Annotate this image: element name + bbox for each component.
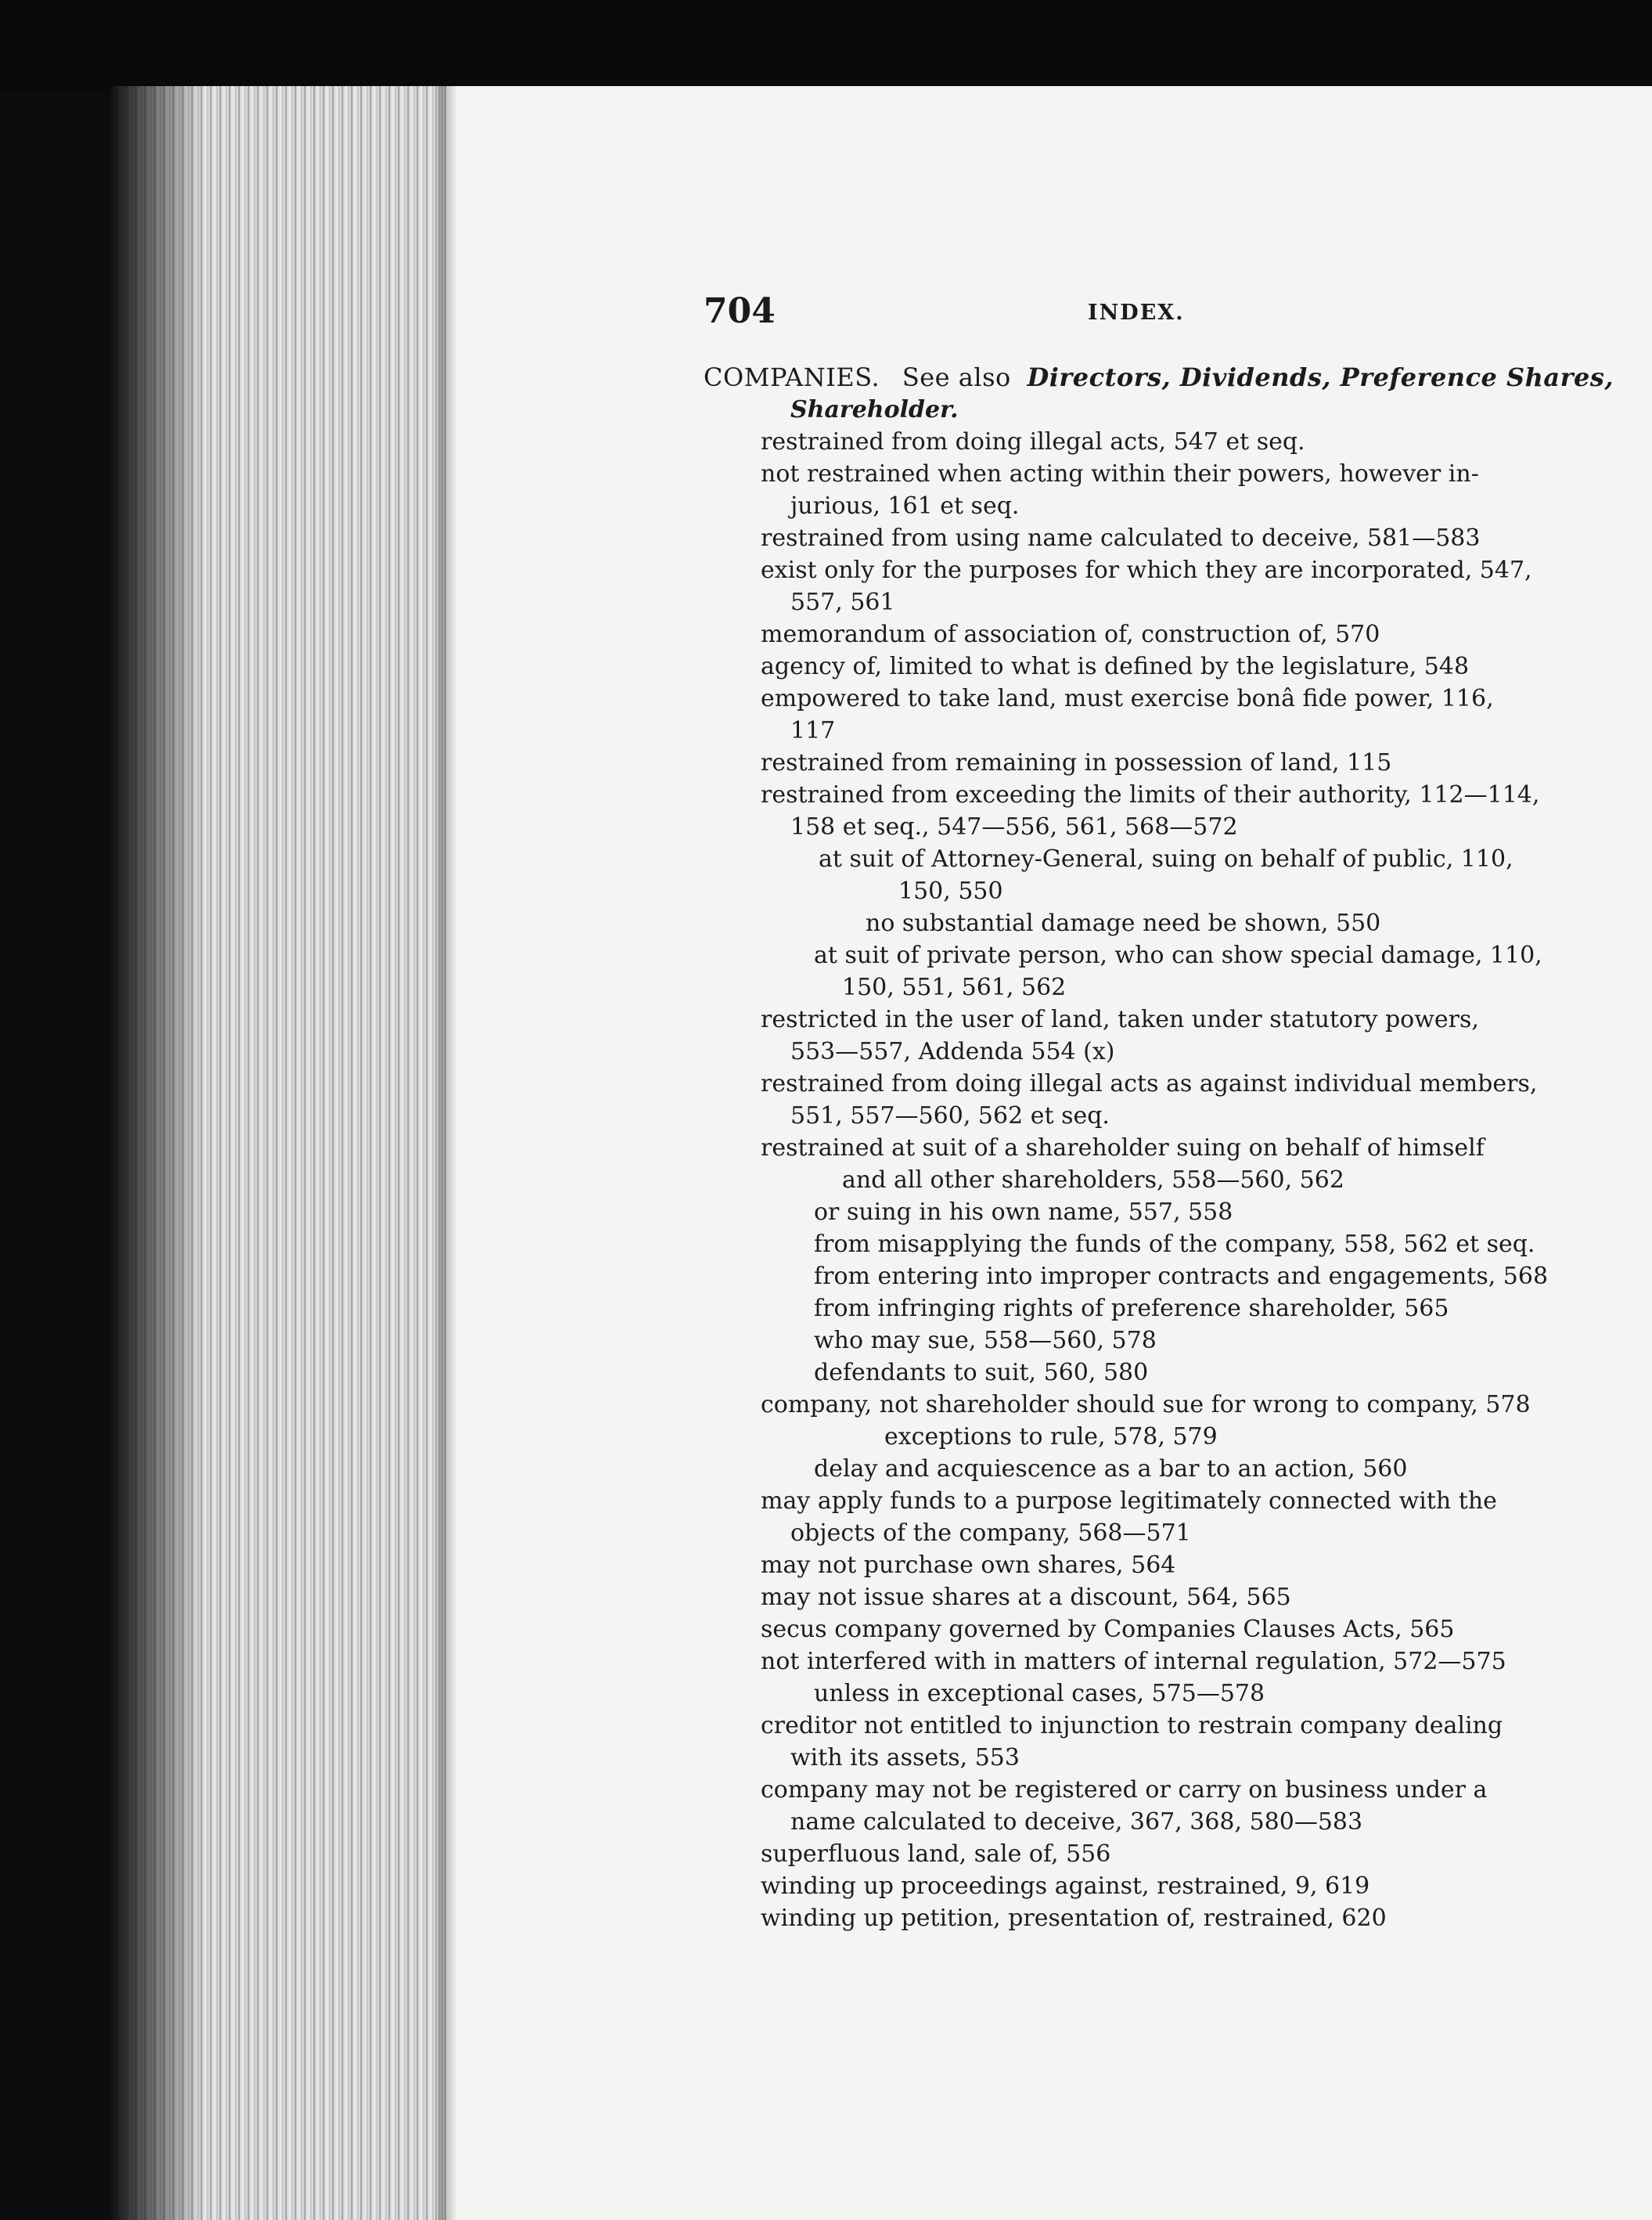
- index-line: 150, 551, 561, 562: [842, 974, 1067, 1001]
- index-line: 150, 550: [898, 878, 1003, 905]
- index-line: not restrained when acting within their powers, however in-: [761, 460, 1479, 488]
- index-line: exceptions to rule, 578, 579: [884, 1423, 1218, 1451]
- index-line: empowered to take land, must exercise bonâ fide power, 116,: [761, 685, 1494, 712]
- index-line: from misapplying the funds of the company, 558, 562 et seq.: [814, 1231, 1535, 1258]
- index-line: defendants to suit, 560, 580: [814, 1359, 1149, 1386]
- index-line: 551, 557—560, 562 et seq.: [790, 1102, 1110, 1130]
- index-line: restrained from doing illegal acts, 547 et seq.: [761, 428, 1305, 456]
- index-line: who may sue, 558—560, 578: [814, 1327, 1157, 1354]
- index-line: at suit of private person, who can show special damage, 110,: [814, 942, 1542, 969]
- see-also-prefix: See also: [902, 362, 1011, 392]
- index-line: may not issue shares at a discount, 564, 565: [761, 1584, 1291, 1611]
- index-line: 158 et seq., 547—556, 561, 568—572: [790, 813, 1238, 841]
- index-line: at suit of Attorney-General, suing on behalf of public, 110,: [819, 845, 1513, 873]
- index-line: secus company governed by Companies Clauses Acts, 565: [761, 1616, 1455, 1643]
- index-line: and all other shareholders, 558—560, 562: [842, 1166, 1344, 1194]
- index-line: superfluous land, sale of, 556: [761, 1840, 1111, 1868]
- entry-heading: COMPANIES.: [704, 362, 880, 392]
- index-line: may apply funds to a purpose legitimately connected with the: [761, 1487, 1497, 1515]
- index-line: not interfered with in matters of internal regulation, 572—575: [761, 1648, 1506, 1675]
- index-line: winding up petition, presentation of, restrained, 620: [761, 1905, 1387, 1932]
- index-line: may not purchase own shares, 564: [761, 1551, 1176, 1579]
- index-line: restrained from exceeding the limits of their authority, 112—114,: [761, 781, 1540, 809]
- see-also-refs: Directors, Dividends, Preference Shares,: [1027, 362, 1614, 392]
- index-line: restrained from doing illegal acts as against individual members,: [761, 1070, 1538, 1097]
- entry-heading-line: [704, 362, 1614, 394]
- page-header: [0, 291, 1652, 338]
- index-line: restrained from remaining in possession of land, 115: [761, 749, 1392, 777]
- index-line: no substantial damage need be shown, 550: [866, 910, 1381, 937]
- page-number: 704: [704, 291, 776, 331]
- index-line: restrained at suit of a shareholder suing on behalf of himself: [761, 1134, 1485, 1162]
- index-line: objects of the company, 568—571: [790, 1519, 1191, 1547]
- index-line: 553—557, Addenda 554 (x): [790, 1038, 1115, 1065]
- index-line: company may not be registered or carry on business under a: [761, 1776, 1488, 1804]
- page-edges-shadow: [110, 86, 203, 2220]
- index-line: company, not shareholder should sue for wrong to company, 578: [761, 1391, 1531, 1418]
- index-line: memorandum of association of, construction of, 570: [761, 621, 1380, 648]
- index-line: creditor not entitled to injunction to restrain company dealing: [761, 1712, 1503, 1739]
- index-line: 557, 561: [790, 589, 895, 616]
- running-head: INDEX.: [1088, 301, 1185, 325]
- index-line: delay and acquiescence as a bar to an action, 560: [814, 1455, 1408, 1483]
- index-line: agency of, limited to what is defined by the legislature, 548: [761, 653, 1470, 680]
- scan-background: [0, 0, 1652, 94]
- index-line: or suing in his own name, 557, 558: [814, 1198, 1233, 1226]
- index-line: jurious, 161 et seq.: [790, 492, 1020, 520]
- gutter-shadow: [438, 86, 457, 2220]
- index-line: unless in exceptional cases, 575—578: [814, 1680, 1265, 1707]
- see-also-refs-continued: Shareholder.: [790, 396, 959, 423]
- index-line: from entering into improper contracts and engagements, 568: [814, 1263, 1549, 1290]
- index-line: 117: [790, 717, 836, 744]
- index-line: name calculated to deceive, 367, 368, 580—583: [790, 1808, 1363, 1836]
- index-line: winding up proceedings against, restrained, 9, 619: [761, 1872, 1370, 1900]
- index-line: exist only for the purposes for which they are incorporated, 547,: [761, 557, 1532, 584]
- index-line: restricted in the user of land, taken under statutory powers,: [761, 1006, 1479, 1033]
- index-line: from infringing rights of preference shareholder, 565: [814, 1295, 1449, 1322]
- index-line: with its assets, 553: [790, 1744, 1020, 1771]
- index-line: restrained from using name calculated to deceive, 581—583: [761, 524, 1481, 552]
